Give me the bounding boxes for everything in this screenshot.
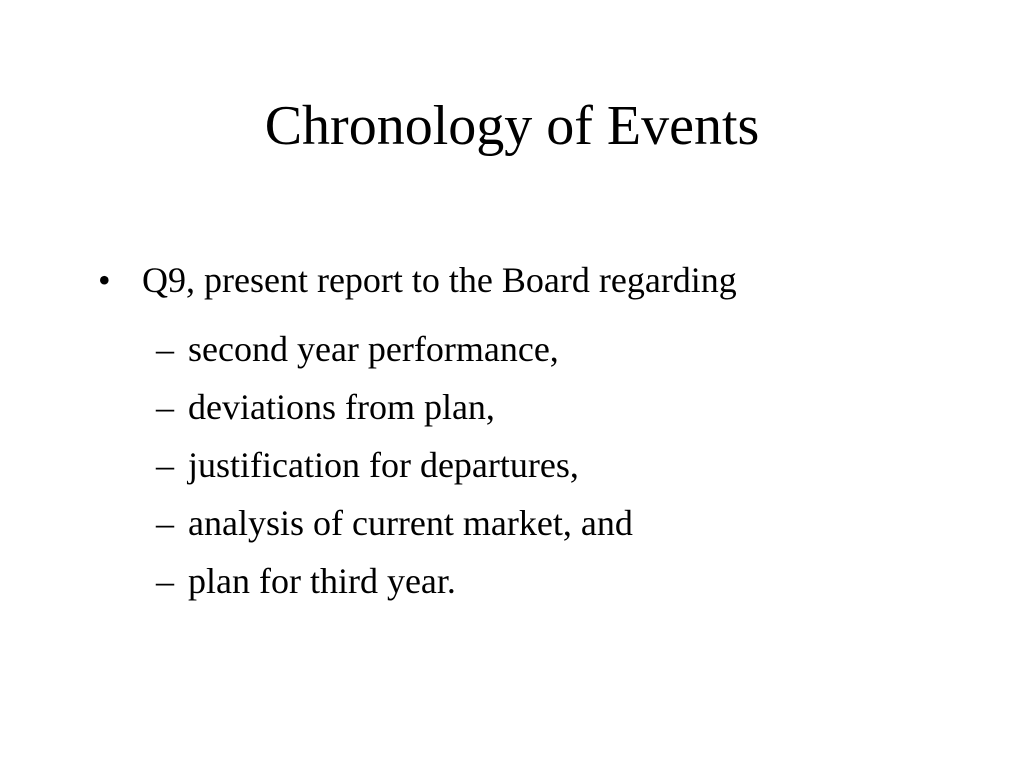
sub-bullet-marker: –: [156, 503, 174, 543]
sub-bullet-list: [156, 320, 633, 610]
sub-bullet-item: [156, 494, 633, 552]
sub-bullet-text: justification for departures,: [188, 445, 579, 485]
sub-bullet-item: [156, 320, 633, 378]
sub-bullet-text: plan for third year.: [188, 561, 456, 601]
sub-bullet-text: deviations from plan,: [188, 387, 495, 427]
bullet-item: [98, 258, 737, 302]
sub-bullet-marker: –: [156, 445, 174, 485]
sub-bullet-marker: –: [156, 561, 174, 601]
sub-bullet-marker: –: [156, 329, 174, 369]
sub-bullet-item: [156, 436, 633, 494]
slide-title: Chronology of Events: [264, 95, 760, 157]
bullet-marker: •: [98, 260, 111, 300]
bullet-text: Q9, present report to the Board regarding: [142, 260, 737, 300]
sub-bullet-item: [156, 378, 633, 436]
sub-bullet-text: second year performance,: [188, 329, 559, 369]
sub-bullet-text: analysis of current market, and: [188, 503, 633, 543]
sub-bullet-item: [156, 552, 633, 610]
sub-bullet-marker: –: [156, 387, 174, 427]
